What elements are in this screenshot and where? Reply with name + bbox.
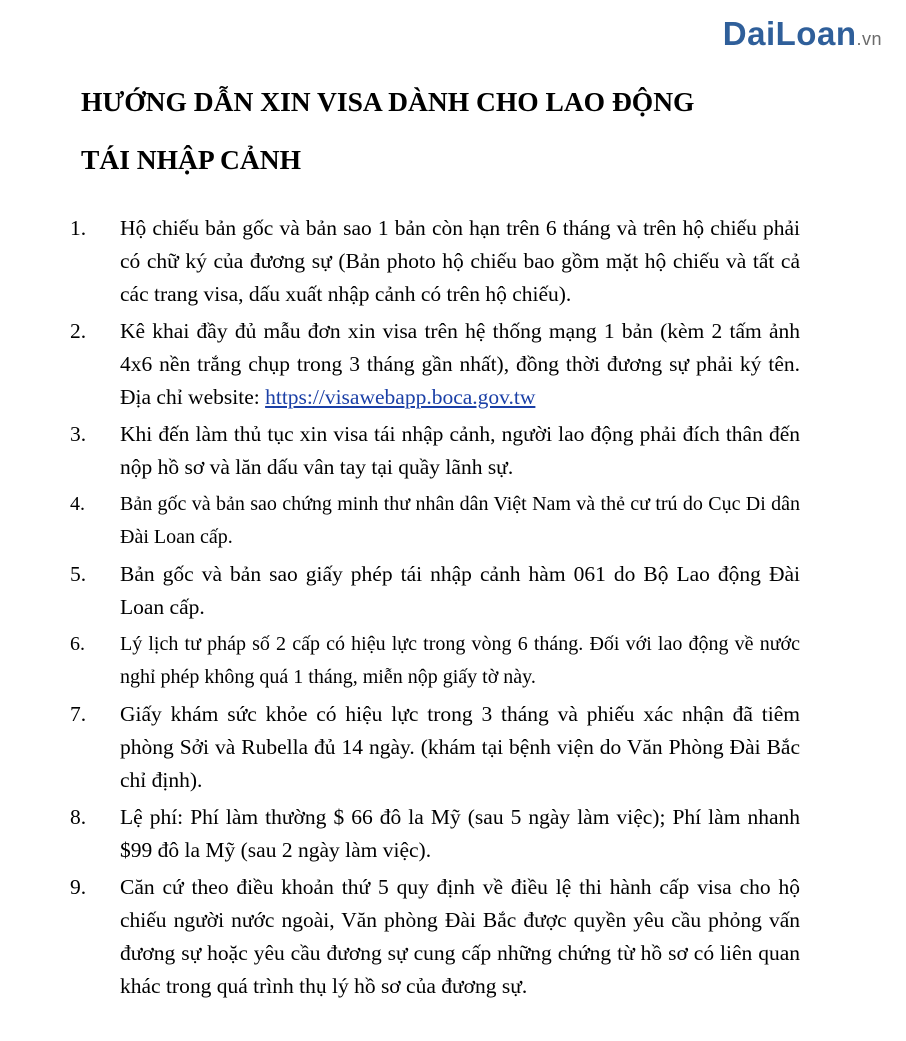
list-item-number: 1. (70, 216, 87, 240)
list-item-text: Hộ chiếu bản gốc và bản sao 1 bản còn hạn trên 6 tháng và trên hộ chiếu phải có chữ ký của đương sự (Bản photo hộ chiếu bao gồm mặt hộ chiếu và tất cả các trang visa, dấu xuất nhập cảnh có trên hộ chiếu). (120, 216, 800, 306)
list-item-text: Giấy khám sức khỏe có hiệu lực trong 3 tháng và phiếu xác nhận đã tiêm phòng Sởi và Rubella đủ 14 ngày. (khám tại bệnh viện do Văn Phòng Đài Bắc chỉ định). (120, 702, 800, 792)
list-item (0, 628, 800, 694)
site-logo (723, 14, 882, 59)
list-item-number: 2. (70, 319, 87, 343)
list-item (0, 418, 800, 484)
list-item-text: Căn cứ theo điều khoản thứ 5 quy định về điều lệ thi hành cấp visa cho hộ chiếu người nước ngoài, Văn phòng Đài Bắc được quyền yêu cầu phỏng vấn đương sự hoặc yêu cầu đương sự cung cấp những chứng từ hồ sơ có liên quan khác trong quá trình thụ lý hồ sơ của đương sự. (120, 875, 800, 998)
list-item-text: Lý lịch tư pháp số 2 cấp có hiệu lực trong vòng 6 tháng. Đối với lao động về nước nghỉ phép không quá 1 tháng, miễn nộp giấy tờ này. (120, 633, 800, 688)
document-title (81, 73, 821, 189)
list-item (0, 212, 800, 311)
list-item (0, 698, 800, 797)
logo-wordmark: DaiLoan (722, 15, 857, 52)
requirements-list (0, 212, 906, 1007)
list-item-text: Bản gốc và bản sao giấy phép tái nhập cảnh hàm 061 do Bộ Lao động Đài Loan cấp. (120, 562, 800, 619)
list-item-number: 5. (70, 562, 87, 586)
website-link[interactable]: https://visawebapp.boca.gov.tw (265, 385, 536, 409)
list-item-text: Bản gốc và bản sao chứng minh thư nhân dân Việt Nam và thẻ cư trú do Cục Di dân Đài Loan cấp. (120, 493, 800, 548)
list-item (0, 315, 800, 414)
list-item-text: Kê khai đầy đủ mẫu đơn xin visa trên hệ thống mạng 1 bản (kèm 2 tấm ảnh 4x6 nền trắng chụp trong 3 tháng gần nhất), đồng thời đương sự phải ký tên. Địa chỉ website: (120, 319, 800, 409)
list-item-number: 9. (70, 875, 87, 899)
title-line-1: HƯỚNG DẪN XIN VISA DÀNH CHO LAO ĐỘNG (81, 86, 695, 117)
list-item-number: 6. (70, 633, 85, 655)
list-item (0, 488, 800, 554)
list-item-number: 3. (70, 422, 87, 446)
list-item (0, 558, 800, 624)
list-item-text: Khi đến làm thủ tục xin visa tái nhập cảnh, người lao động phải đích thân đến nộp hồ sơ và lăn dấu vân tay tại quầy lãnh sự. (120, 422, 800, 479)
list-item (0, 801, 800, 867)
list-item-text: Lệ phí: Phí làm thường $ 66 đô la Mỹ (sau 5 ngày làm việc); Phí làm nhanh $99 đô la Mỹ (sau 2 ngày làm việc). (120, 805, 800, 862)
list-item-number: 4. (70, 493, 85, 515)
list-item-number: 7. (70, 702, 87, 726)
title-line-2: TÁI NHẬP CẢNH (81, 144, 302, 175)
logo-domain-suffix: .vn (856, 29, 882, 49)
list-item-number: 8. (70, 805, 87, 829)
list-item (0, 871, 800, 1003)
